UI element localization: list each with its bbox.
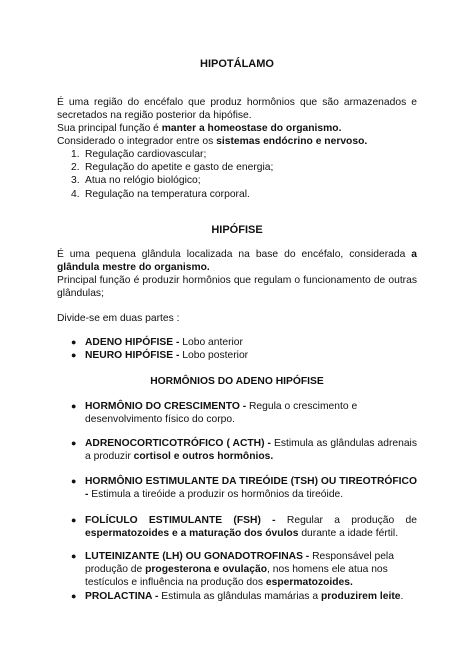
bullet-icon: ● [71, 337, 77, 347]
hipofise-intro: É uma pequena glândula localizada na base do encéfalo, considerada a glândula mestre do organismo. [57, 249, 417, 274]
bullet-icon: ● [71, 438, 77, 448]
bullet-icon: ● [71, 551, 77, 561]
title-hipofise: HIPÓFISE [211, 224, 263, 236]
hipotalamo-function: Sua principal função é manter a homeostase do organismo. [57, 123, 342, 134]
title-hormonios: HORMÔNIOS DO ADENO HIPÓFISE [150, 376, 324, 387]
bullet-icon: ● [71, 476, 77, 486]
title-hipotalamo: HIPOTÁLAMO [200, 58, 274, 70]
hormonios-list [57, 400, 417, 426]
list-item: ● ADRENOCORTICOTRÓFICO ( ACTH) - Estimula as glândulas adrenais a produzir cortisol e outros hormônios. [71, 438, 417, 463]
list-item: ● FOLÍCULO ESTIMULANTE (FSH) - Regular a produção de espermatozoides e a maturação dos óvulos durante a idade fértil. [71, 515, 417, 540]
list-item: 4. Regulação na temperatura corporal. [71, 188, 250, 200]
hormonios-list [57, 475, 417, 501]
bullet-icon: ● [71, 350, 77, 361]
hipofise-function: Principal função é produzir hormônios que regulam o funcionamento de outras glândulas; [57, 275, 417, 300]
hipotalamo-integrator: Considerado o integrador entre os sistemas endócrino e nervoso. [57, 136, 368, 147]
hormonios-list [57, 550, 417, 603]
list-item: 1. Regulação cardiovascular; [71, 149, 207, 160]
list-item: 3. Atua no relógio biológico; [71, 175, 201, 187]
list-item: ● HORMÔNIO ESTIMULANTE DA TIREÓIDE (TSH) OU TIREOTRÓFICO - Estimula a tireóide a produzir os hormônios da tireóide. [71, 476, 417, 501]
list-item: ● LUTEINIZANTE (LH) OU GONADOTROFINAS - Responsável pela produção de progesterona e ovulação, nos homens ele atua nos testículos e influência na produção dos espermatozoides. [71, 551, 394, 589]
hipofise-parts-list [57, 336, 417, 362]
list-item: ● NEURO HIPÓFISE - Lobo posterior [71, 350, 249, 362]
list-item: ● ADENO HIPÓFISE - Lobo anterior [71, 337, 243, 348]
list-item: ● PROLACTINA - Estimula as glândulas mamárias a produzirem leite. [71, 590, 404, 602]
hormonios-list [57, 437, 417, 463]
bullet-icon: ● [71, 401, 77, 411]
bullet-icon: ● [71, 515, 77, 525]
list-item: ● HORMÔNIO DO CRESCIMENTO - Regula o crescimento e desenvolvimento físico do corpo. [71, 401, 358, 426]
hipotalamo-intro: É uma região do encéfalo que produz hormônios que são armazenados e secretados na região posterior da hipófise. [57, 97, 417, 122]
bullet-icon: ● [71, 590, 77, 601]
list-item: 2. Regulação do apetite e gasto de energia; [71, 162, 274, 174]
hormonios-list [57, 514, 417, 540]
hipotalamo-list [57, 148, 273, 201]
hipofise-divide: Divide-se em duas partes : [57, 313, 180, 324]
